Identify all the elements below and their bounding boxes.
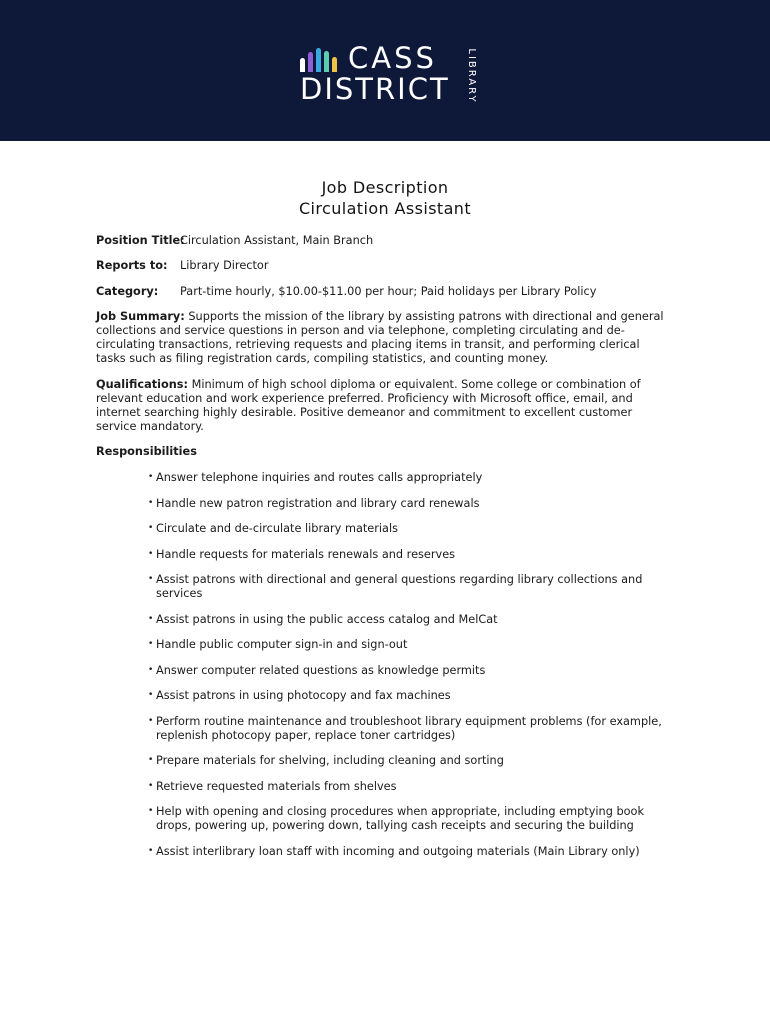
list-item (148, 638, 678, 652)
logo-bar (308, 52, 313, 72)
logo-word-district: DISTRICT (300, 72, 450, 106)
logo-bar (332, 57, 337, 72)
bullet-icon: • (148, 715, 154, 726)
bullet-icon: • (148, 574, 154, 584)
bullet-icon: • (148, 780, 154, 791)
list-item (148, 780, 678, 794)
list-item-text: Assist patrons in using the public access catalog and MelCat (156, 612, 498, 626)
list-item-text: Retrieve requested materials from shelves (156, 779, 397, 793)
list-item-text: Assist patrons with directional and general questions regarding library collections and services (156, 573, 643, 600)
bullet-icon: • (148, 548, 154, 559)
list-item-text: Handle public computer sign-in and sign-out (156, 638, 408, 651)
responsibilities-heading: Responsibilities (96, 445, 197, 458)
list-item (148, 497, 678, 511)
job-summary (96, 310, 671, 366)
list-item-text: Assist interlibrary loan staff with incoming and outgoing materials (Main Library only) (156, 844, 640, 858)
list-item (148, 613, 678, 627)
bullet-icon: • (148, 639, 154, 649)
list-item-text: Prepare materials for shelving, including cleaning and sorting (156, 754, 504, 767)
category-label: Category: (96, 285, 159, 298)
bullet-icon: • (148, 497, 154, 508)
reports-label: Reports to: (96, 259, 168, 272)
responsibilities-list (148, 471, 678, 870)
qualifications-text: Minimum of high school diploma or equivalent. Some college or combination of relevant education and work experience preferred. Proficiency with Microsoft office, email, and internet searching highly desirable. Positive demeanor and commitment to excellent customer service mandatory. (96, 378, 641, 433)
position-label: Position Title: (96, 234, 185, 247)
bullet-icon: • (148, 613, 154, 624)
list-item (148, 689, 678, 703)
list-item-text: Handle requests for materials renewals and reserves (156, 547, 456, 561)
doc-subtitle: Circulation Assistant (298, 199, 472, 218)
qualifications (96, 378, 671, 434)
list-item (148, 845, 678, 859)
bullet-icon: • (148, 806, 154, 816)
list-item-text: Perform routine maintenance and troubleshoot library equipment problems (for example, replenish photocopy paper, replace toner cartridges) (156, 714, 662, 742)
list-item-text: Handle new patron registration and library card renewals (156, 496, 480, 510)
list-item (148, 664, 678, 678)
list-item (148, 573, 678, 601)
header-banner (0, 0, 770, 141)
summary-label: Job Summary: (96, 310, 185, 323)
logo-bar (300, 58, 305, 72)
logo-bars-icon (300, 48, 344, 72)
logo-word-cass: CASS (348, 41, 437, 75)
list-item-text: Assist patrons in using photocopy and fax machines (156, 689, 451, 702)
list-item-text: Help with opening and closing procedures when appropriate, including emptying book drops, powering up, powering down, tallying cash receipts and securing the building (156, 805, 644, 832)
qualifications-label: Qualifications: (96, 378, 189, 391)
bullet-icon: • (148, 755, 154, 765)
list-item (148, 548, 678, 562)
bullet-icon: • (148, 523, 154, 533)
position-value: Circulation Assistant, Main Branch (180, 234, 374, 247)
logo-word-library: LIBRARY (466, 48, 477, 104)
list-item (148, 715, 678, 743)
logo-bar (316, 48, 321, 72)
summary-text: Supports the mission of the library by assisting patrons with directional and general collections and service questions in person and via telephone, completing circulating and de-circulating transactions, retrieving requests and placing items in transit, and performing clerical tasks such as filing registration cards, compiling statistics, and counting money. (96, 310, 664, 365)
list-item-text: Answer computer related questions as knowledge permits (156, 663, 486, 677)
list-item-text: Circulate and de-circulate library materials (156, 522, 398, 535)
list-item-text: Answer telephone inquiries and routes calls appropriately (156, 471, 483, 484)
list-item (148, 754, 678, 768)
list-item (148, 805, 678, 833)
bullet-icon: • (148, 664, 154, 675)
category-value: Part-time hourly, $10.00-$11.00 per hour; Paid holidays per Library Policy (180, 285, 597, 298)
library-logo (300, 41, 477, 106)
bullet-icon: • (148, 845, 154, 856)
bullet-icon: • (148, 472, 154, 482)
reports-value: Library Director (180, 259, 269, 272)
list-item (148, 522, 678, 536)
bullet-icon: • (148, 690, 154, 700)
logo-bar (324, 51, 329, 72)
list-item (148, 471, 678, 485)
doc-title: Job Description (321, 178, 449, 197)
